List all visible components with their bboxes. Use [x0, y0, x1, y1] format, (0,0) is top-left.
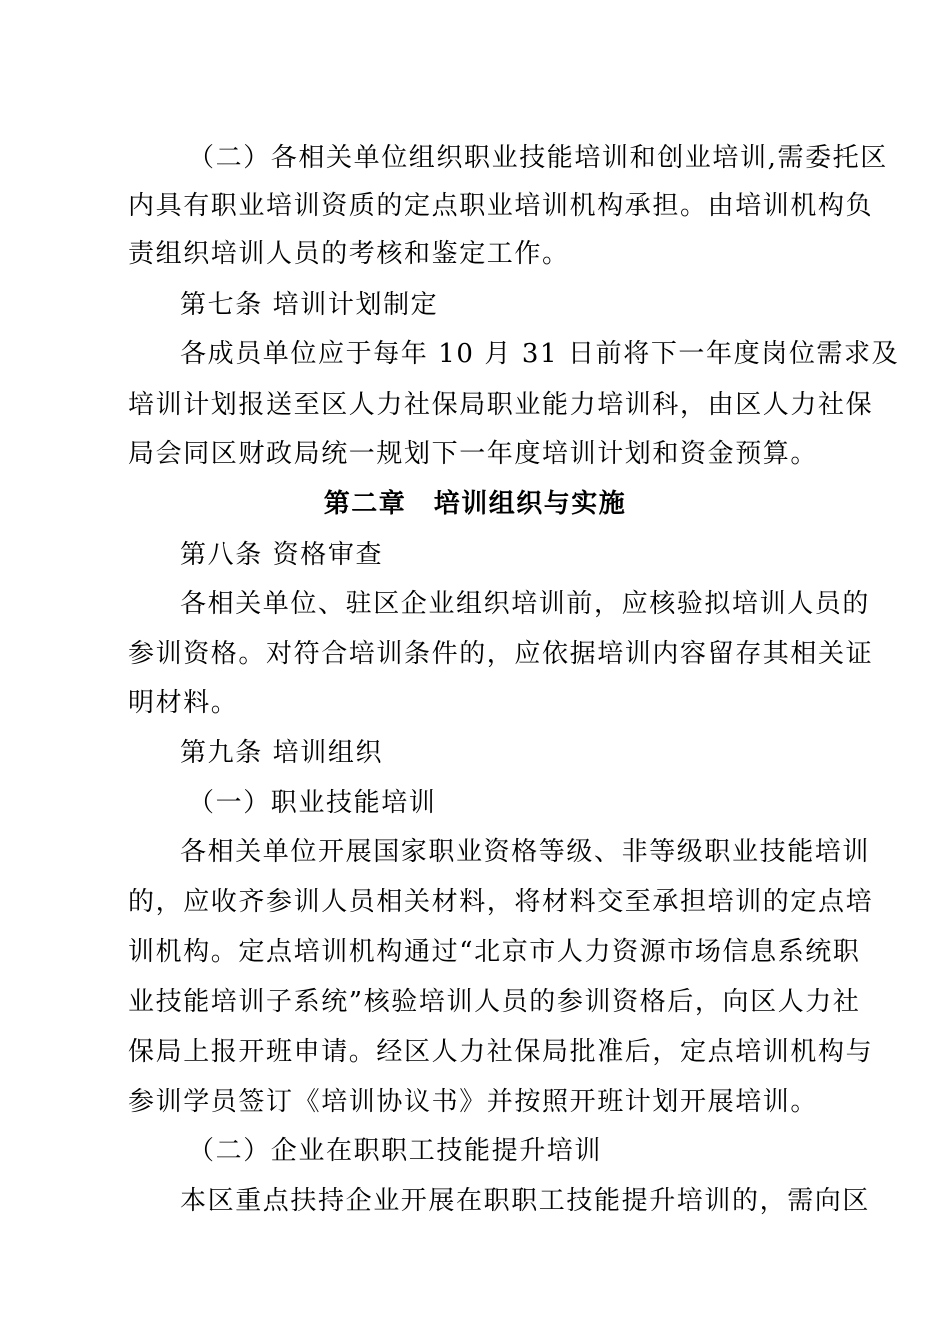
- paragraph-line: 培训计划报送至区人力社保局职业能力培训科，由区人力社保: [128, 390, 874, 420]
- paragraph-line: （二）各相关单位组织职业技能培训和创业培训,需委托区: [188, 143, 888, 173]
- article-heading: 第九条 培训组织: [180, 738, 384, 768]
- paragraph-line: 保局上报开班申请。经区人力社保局批准后，定点培训机构与: [128, 1037, 874, 1067]
- paragraph-line: 责组织培训人员的考核和鉴定工作。: [128, 239, 570, 269]
- paragraph-line: 参训学员签订《培训协议书》并按照开班计划开展培训。: [128, 1087, 819, 1117]
- article-heading: 第七条 培训计划制定: [180, 290, 439, 320]
- paragraph-line: 明材料。: [128, 688, 239, 718]
- paragraph-line: 参训资格。对符合培训条件的，应依据培训内容留存其相关证: [128, 639, 874, 669]
- paragraph-line: 内具有职业培训资质的定点职业培训机构承担。由培训机构负: [128, 191, 874, 221]
- chapter-heading: 第二章 培训组织与实施: [323, 489, 627, 519]
- section-heading: （二）企业在职职工技能提升培训: [188, 1136, 603, 1166]
- paragraph-line: 各相关单位开展国家职业资格等级、非等级职业技能培训: [180, 837, 871, 867]
- paragraph-line: 本区重点扶持企业开展在职职工技能提升培训的，需向区: [180, 1186, 871, 1216]
- paragraph-line: 各成员单位应于每年 10 月 31 日前将下一年度岗位需求及: [180, 339, 900, 369]
- paragraph-line: 业技能培训子系统”核验培训人员的参训资格后，向区人力社: [128, 987, 861, 1017]
- section-heading: （一）职业技能培训: [188, 788, 437, 818]
- paragraph-line: 各相关单位、驻区企业组织培训前，应核验拟培训人员的: [180, 589, 871, 619]
- paragraph-line: 局会同区财政局统一规划下一年度培训计划和资金预算。: [128, 439, 819, 469]
- article-heading: 第八条 资格审查: [180, 540, 384, 570]
- paragraph-line: 训机构。定点培训机构通过“北京市人力资源市场信息系统职: [128, 937, 861, 967]
- paragraph-line: 的，应收齐参训人员相关材料，将材料交至承担培训的定点培: [128, 887, 874, 917]
